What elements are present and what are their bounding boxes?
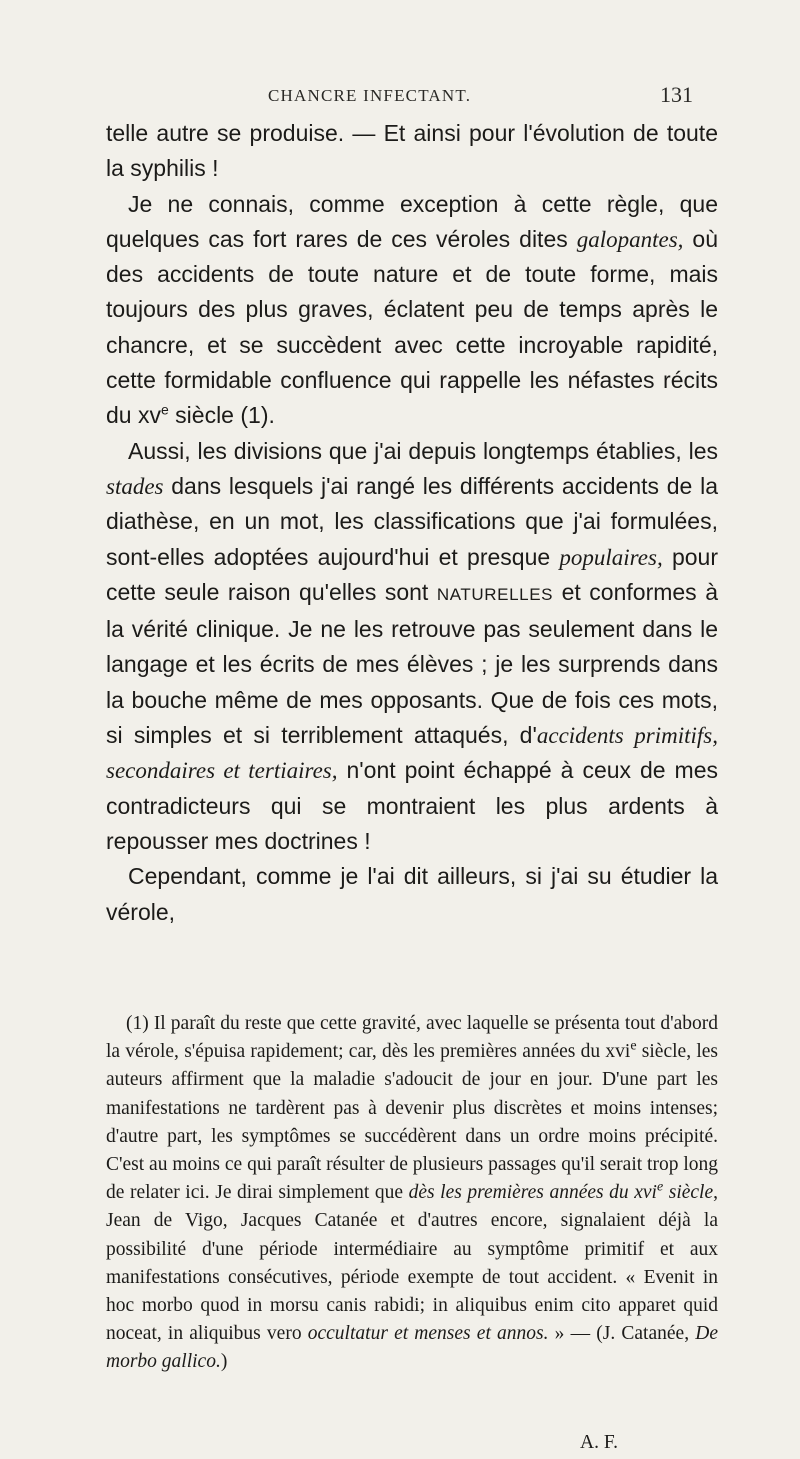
italic-term: galopantes, [576, 226, 684, 252]
italic-phrase: dès les premières années du [408, 1182, 629, 1204]
main-text [106, 116, 718, 930]
footnote [106, 1010, 718, 1377]
text-run: (1) Il paraît du reste que cette gravité, avec laquelle se présenta tout d'abord la vérole, s'épuisa rapidement; car, dès les premières années du xvi [106, 1013, 718, 1063]
text-run: , Jean de Vigo, Jacques Catanée et d'autres encore, signalaient déjà la possibilité d'une période intermédiaire au symptôme primitif et aux manifestations consécutives, période exempte de tout accident. « Evenit in hoc morbo quod in morsu canis rabidi; in aliquibus enim cito apparet quid noceat, in aliquibus vero [106, 1182, 719, 1345]
text-run: où des accidents de toute nature et de toute forme, mais toujours des plus graves, éclatent peu de temps après le chancre, et se succèdent avec cette incroyable rapidité, cette formidable confluence qui rappelle les néfastes récits du xv [106, 225, 718, 429]
italic-term: stades [106, 473, 164, 499]
italic-phrase: occultatur et menses et annos. [307, 1323, 549, 1345]
italic-term: accidents primitifs, secondaires et tertiaires, [106, 723, 718, 784]
chapter-title: CHANCRE INFECTANT. [268, 86, 472, 105]
paragraph-3 [106, 434, 718, 860]
text-run: xvi [628, 1182, 657, 1204]
footnote-signature: A. F. [580, 1432, 618, 1453]
text-run: Je ne connais, comme exception à cette règle, que quelques cas fort rares de ces véroles dites [106, 190, 718, 252]
text-run: pour cette seule raison qu'elles sont [106, 543, 718, 605]
superscript: e [656, 1179, 664, 1195]
text-run: ) [220, 1351, 228, 1373]
text-run: siècle, les auteurs affirment que la maladie s'adoucit de jour en jour. D'une part les manifestations ne tardèrent pas à devenir plus discrètes et moins intenses; d'autre part, les symptômes se succédèrent dans un ordre moins précipité. C'est au moins ce qui paraît résulter de plusieurs passages qu'il serait trop long de relater ici. Je dirai simplement que [106, 1041, 718, 1204]
footnote-text [106, 1010, 718, 1377]
paragraph-1: telle autre se produise. — Et ainsi pour l'évolution de toute la syphilis ! [106, 120, 718, 182]
small-caps-term: NATURELLES [436, 584, 554, 604]
italic-term: populaires, [559, 544, 663, 570]
text-run: siècle (1). [168, 402, 275, 429]
paragraph-4: Cependant, comme je l'ai dit ailleurs, si j'ai su étudier la vérole, [106, 863, 718, 925]
text-run: n'ont point échappé à ceux de mes contradicteurs qui se montraient les plus ardents à repousser mes doctrines ! [106, 757, 719, 854]
superscript: e [160, 401, 169, 418]
running-header [0, 82, 800, 112]
italic-phrase: De morbo gallico. [106, 1323, 718, 1373]
superscript: e [630, 1038, 637, 1054]
page-number: 131 [660, 82, 693, 107]
text-run: Aussi, les divisions que j'ai depuis longtemps établies, les [128, 437, 718, 464]
paragraph-2 [106, 187, 718, 434]
text-run: » — (J. Catanée, [548, 1323, 696, 1345]
text-run: dans lesquels j'ai rangé les différents accidents de la diathèse, en un mot, les classifications que j'ai formulées, sont-elles adoptées aujourd'hui et presque [106, 472, 718, 570]
text-run: et conformes à la vérité clinique. Je ne les retrouve pas seulement dans le langage et les écrits de mes élèves ; je les surprends dans la bouche même de mes opposants. Que de fois ces mots, si simples et si terriblement attaqués, d' [106, 578, 718, 749]
italic-phrase: siècle [663, 1182, 714, 1204]
